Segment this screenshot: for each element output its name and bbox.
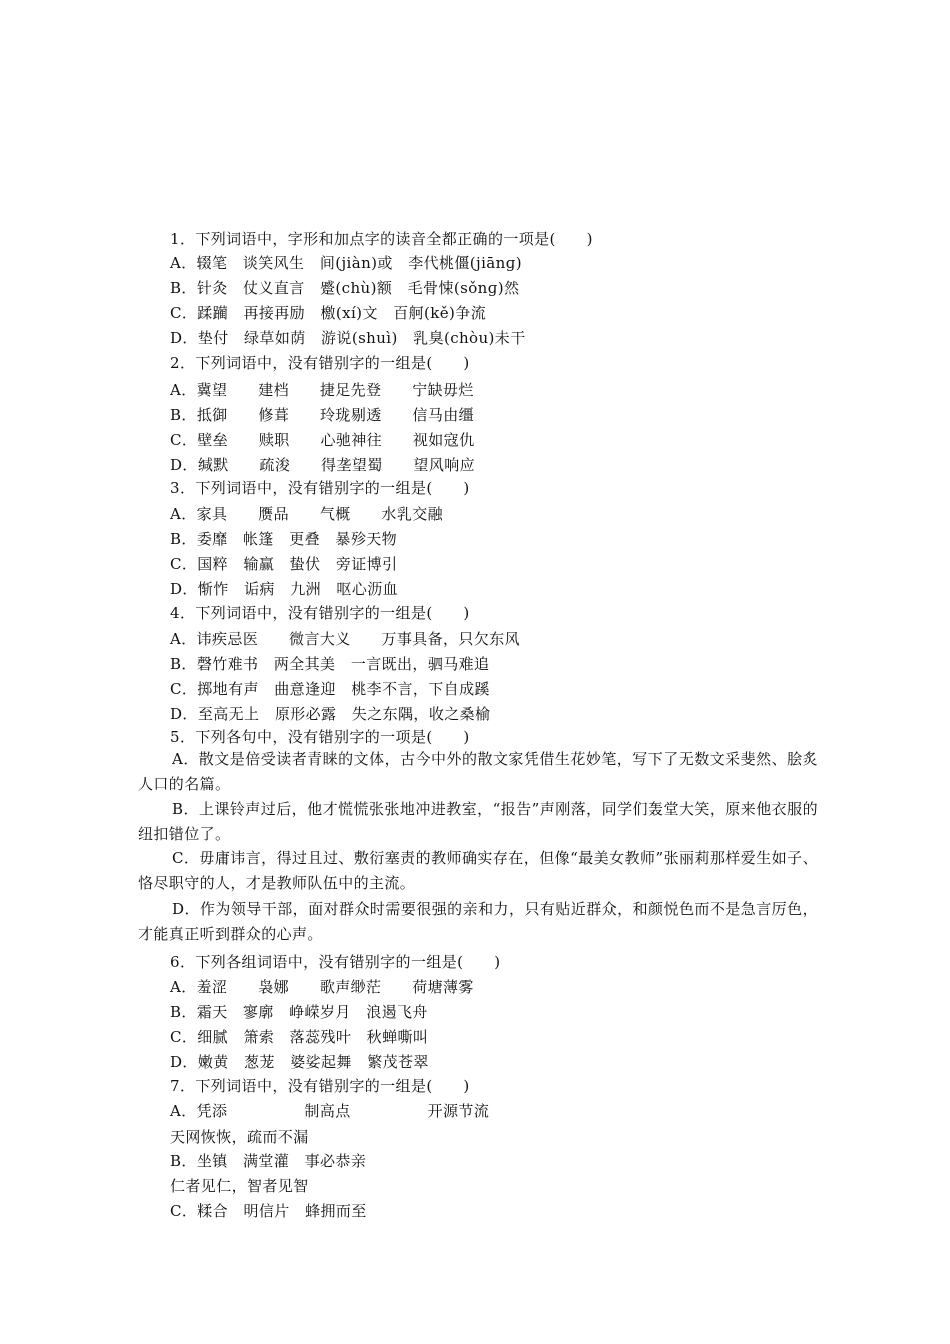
- question-4-option-a: A．讳疾忌医 微言大义 万事具备，只欠东风: [170, 630, 521, 648]
- question-3-option-c: C．国粹 输赢 蛰伏 旁证博引: [170, 555, 398, 573]
- question-4-option-b: B．磬竹难书 两全其美 一言既出，驷马难追: [170, 655, 490, 673]
- question-2-option-d: D．缄默 疏浚 得垄望蜀 望风响应: [170, 456, 476, 474]
- question-6-option-c: C．细腻 箫索 落蕊残叶 秋蝉嘶叫: [170, 1028, 429, 1046]
- question-3-option-a: A．家具 赝品 气概 水乳交融: [170, 505, 444, 523]
- question-5-stem: 5．下列各句中，没有错别字的一项是( ): [170, 728, 470, 746]
- question-7-option-b-continued: 仁者见仁，智者见智: [170, 1177, 309, 1195]
- question-3-option-d: D．惭怍 诟病 九洲 呕心沥血: [170, 580, 399, 598]
- question-4-option-d: D．至高无上 原形必露 失之东隅，收之桑榆: [170, 705, 491, 723]
- question-2-stem: 2．下列词语中，没有错别字的一组是( ): [170, 354, 470, 372]
- question-2-option-a: A．冀望 建档 捷足先登 宁缺毋烂: [170, 381, 474, 399]
- question-5-option-d: D．作为领导干部，面对群众时需要很强的亲和力，只有贴近群众，和颜悦色而不是急言厉色，才能真正听到群众的心声。: [138, 900, 818, 943]
- question-7-option-b: B．坐镇 满堂灌 事必恭亲: [170, 1152, 367, 1170]
- question-3-stem: 3．下列词语中，没有错别字的一组是( ): [170, 479, 470, 497]
- question-4-option-c: C．掷地有声 曲意逢迎 桃李不言，下自成蹊: [170, 680, 490, 698]
- question-6-option-b: B．霜天 寥廓 峥嵘岁月 浪遏飞舟: [170, 1003, 428, 1021]
- question-1-option-d: D．垫付 绿草如荫 游说(shuì) 乳臭(chòu)未干: [170, 329, 526, 347]
- question-7-stem: 7．下列词语中，没有错别字的一组是( ): [170, 1077, 470, 1095]
- question-6-stem: 6．下列各组词语中，没有错别字的一组是( ): [170, 953, 501, 971]
- question-2-option-b: B．抵御 修葺 玲珑剔透 信马由缰: [170, 406, 475, 424]
- question-5-option-b: B．上课铃声过后，他才慌慌张张地冲进教室，“报告”声刚落，同学们轰堂大笑，原来他衣服的纽扣错位了。: [138, 800, 818, 843]
- question-1-option-a: A．辍笔 谈笑风生 间(jiàn)或 李代桃僵(jiānɡ): [170, 254, 522, 272]
- question-7-option-a-continued: 天网恢恢，疏而不漏: [170, 1128, 309, 1146]
- question-1-option-b: B．针灸 仗义直言 蹙(chù)额 毛骨悚(sǒnɡ)然: [170, 279, 520, 297]
- question-3-option-b: B．委靡 帐篷 更叠 暴殄天物: [170, 530, 398, 548]
- question-5-option-a: A．散文是倍受读者青睐的文体，古今中外的散文家凭借生花妙笔，写下了无数文采斐然、脍炙人口的名篇。: [138, 750, 818, 793]
- question-4-stem: 4．下列词语中，没有错别字的一组是( ): [170, 604, 470, 622]
- question-6-option-d: D．嫩黄 葱茏 婆娑起舞 繁茂苍翠: [170, 1053, 429, 1071]
- question-7-option-c: C．糅合 明信片 蜂拥而至: [170, 1202, 367, 1220]
- question-1-option-c: C．蹂躏 再接再励 檄(xí)文 百舸(kě)争流: [170, 304, 487, 322]
- question-7-option-a: A．凭添 制高点 开源节流: [170, 1102, 490, 1120]
- question-2-option-c: C．壁垒 赎职 心驰神往 视如寇仇: [170, 431, 475, 449]
- question-5-option-c: C．毋庸讳言，得过且过、敷衍塞责的教师确实存在，但像“最美女教师”张丽莉那样爱生如子、恪尽职守的人，才是教师队伍中的主流。: [138, 849, 818, 892]
- question-6-option-a: A．羞涩 袅娜 歌声缈茫 荷塘薄雾: [170, 978, 474, 996]
- question-1-stem: 1．下列词语中，字形和加点字的读音全都正确的一项是( ): [170, 230, 593, 248]
